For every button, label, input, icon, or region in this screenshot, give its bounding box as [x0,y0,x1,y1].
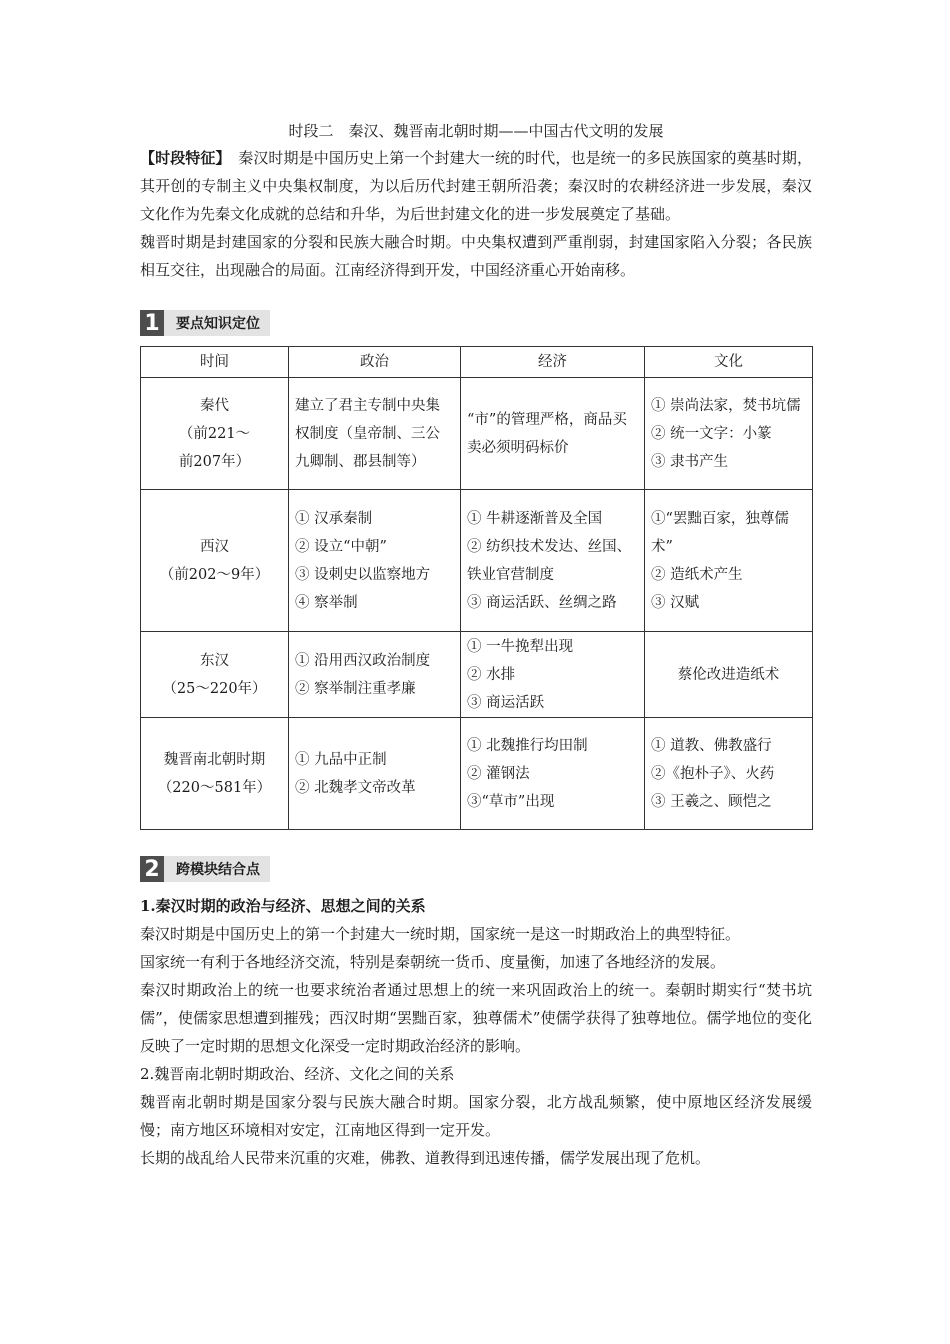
table-row [141,718,813,830]
cell-politics: 建立了君主专制中央集权制度（皇帝制、三公九卿制、郡县制等） [289,378,461,490]
part1-heading: 1.秦汉时期的政治与经济、思想之间的关系 [140,897,426,915]
part2-heading: 2.魏晋南北朝时期政治、经济、文化之间的关系 [140,1065,455,1083]
cell-economy: ① 北魏推行均田制 ② 灌钢法 ③“草市”出现 [461,718,645,830]
cell-time: 魏晋南北朝时期 （220～581年） [141,718,289,830]
cell-culture: ① 崇尚法家，焚书坑儒 ② 统一文字：小篆 ③ 隶书产生 [645,378,813,490]
section-label: 要点知识定位 [164,310,270,336]
section-label: 跨模块结合点 [164,856,270,882]
table-row [141,490,813,632]
cell-time: 东汉 （25～220年） [141,632,289,718]
section-number-badge: 1 [140,310,164,336]
header-culture: 文化 [645,347,813,378]
page-title: 时段二 秦汉、魏晋南北朝时期——中国古代文明的发展 [288,122,664,140]
cell-economy: ① 牛耕逐渐普及全国 ② 纺织技术发达、丝国、铁业官营制度 ③ 商运活跃、丝绸之路 [461,490,645,632]
part1-paragraph: 秦汉时期政治上的统一也要求统治者通过思想上的统一来巩固政治上的统一。秦朝时期实行“焚书坑儒”，使儒家思想遭到摧残；西汉时期“罢黜百家，独尊儒术”使儒学获得了独尊地位。儒学地位的变化反映了一定时期的思想文化深受一定时期政治经济的影响。 [140,981,812,1055]
cell-politics: ① 沿用西汉政治制度 ② 察举制注重孝廉 [289,632,461,718]
knowledge-table [140,346,813,830]
period-feature-paragraph [140,144,812,228]
section-header-1 [140,310,812,336]
cell-culture: 蔡伦改进造纸术 [645,632,813,718]
table-header-row [141,347,813,378]
cell-economy: ① 一牛挽犁出现 ② 水排 ③ 商运活跃 [461,632,645,718]
cell-time: 秦代 （前221～ 前207年） [141,378,289,490]
cell-economy: “市”的管理严格，商品买卖必须明码标价 [461,378,645,490]
header-politics: 政治 [289,347,461,378]
header-economy: 经济 [461,347,645,378]
cell-culture: ① 道教、佛教盛行 ②《抱朴子》、火药 ③ 王羲之、顾恺之 [645,718,813,830]
feature-text-2: 魏晋时期是封建国家的分裂和民族大融合时期。中央集权遭到严重削弱，封建国家陷入分裂；各民族相互交往，出现融合的局面。江南经济得到开发，中国经济重心开始南移。 [140,233,812,279]
part2-paragraph: 魏晋南北朝时期是国家分裂与民族大融合时期。国家分裂，北方战乱频繁，使中原地区经济发展缓慢；南方地区环境相对安定，江南地区得到一定开发。 [140,1093,812,1139]
part2-paragraph: 长期的战乱给人民带来沉重的灾难，佛教、道教得到迅速传播，儒学发展出现了危机。 [140,1149,711,1167]
table-row [141,378,813,490]
cell-politics: ① 九品中正制 ② 北魏孝文帝改革 [289,718,461,830]
feature-label: 【时段特征】 [140,149,224,167]
cell-time: 西汉 （前202～9年） [141,490,289,632]
document-page [140,118,812,1172]
table-row [141,632,813,718]
cell-politics: ① 汉承秦制 ② 设立“中朝” ③ 设刺史以监察地方 ④ 察举制 [289,490,461,632]
header-time: 时间 [141,347,289,378]
section-header-2 [140,856,812,882]
part1-paragraph: 秦汉时期是中国历史上的第一个封建大一统时期，国家统一是这一时期政治上的典型特征。 [140,925,741,943]
part1-paragraph: 国家统一有利于各地经济交流，特别是秦朝统一货币、度量衡，加速了各地经济的发展。 [140,953,726,971]
cell-culture: ①“罢黜百家，独尊儒术” ② 造纸术产生 ③ 汉赋 [645,490,813,632]
section-number-badge: 2 [140,856,164,882]
feature-text: 秦汉时期是中国历史上第一个封建大一统的时代，也是统一的多民族国家的奠基时期，其开创的专制主义中央集权制度，为以后历代封建王朝所沿袭；秦汉时的农耕经济进一步发展，秦汉文化作为先秦文化成就的总结和升华，为后世封建文化的进一步发展奠定了基础。 [140,149,812,223]
